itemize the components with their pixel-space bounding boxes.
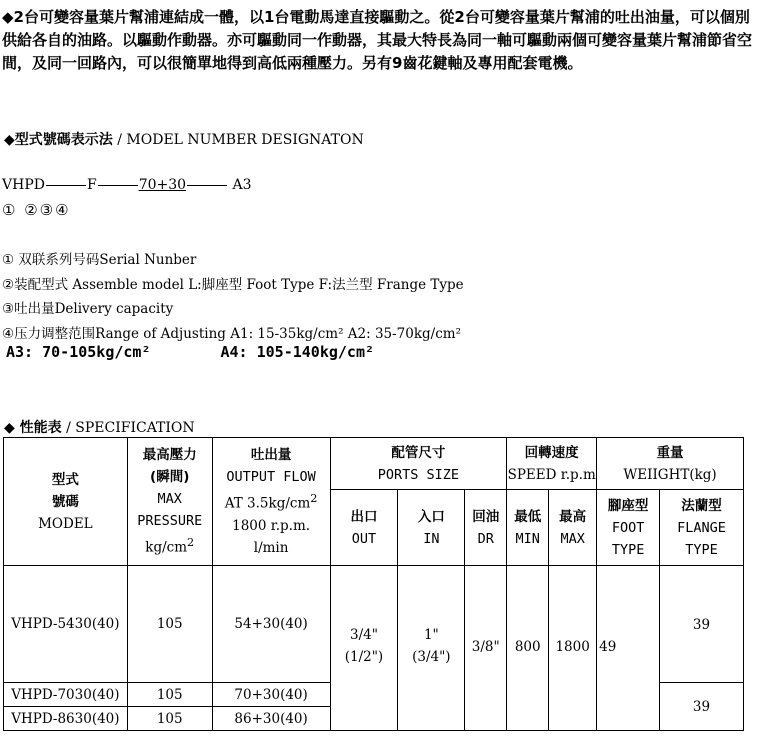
code-series: VHPD bbox=[2, 177, 45, 193]
cell-pressure: 105 bbox=[127, 566, 212, 683]
code-pressure: A3 bbox=[232, 177, 252, 193]
code-markers: ① ②③④ bbox=[2, 201, 71, 219]
code-capacity: 70+30 bbox=[138, 177, 187, 193]
header-model: 型式 號碼 MODEL bbox=[4, 438, 128, 566]
cell-pressure: 105 bbox=[127, 683, 212, 707]
intro-paragraph: ◆2台可變容量葉片幫浦連結成一體，以1台電動馬達直接驅動之。從2台可變容量葉片幫浦的吐出油量，可以個別供給各自的油路。以驅動作動器。亦可驅動同一作動器，其最大特長為同一軸可驅動兩個可變容量葉片幫浦節省空間，及同一回路內，可以很簡單地得到高低兩種壓力。另有9齒花鍵軸及專用配套電機。 bbox=[2, 8, 753, 72]
cell-dr: 3/8" bbox=[465, 566, 507, 731]
legend-item-1: ① 双联系列号码Serial Nunber bbox=[2, 252, 197, 268]
cell-model: VHPD-8630(40) bbox=[4, 707, 128, 731]
header-foot: 腳座型 FOOT TYPE bbox=[597, 490, 660, 566]
cell-flow: 86+30(40) bbox=[212, 707, 330, 731]
pressure-range-extra bbox=[6, 343, 444, 361]
header-flow: 吐出量 OUTPUT FLOW AT $3.5kg/cm^2$ 1800 r.p.m. l/min bbox=[212, 438, 330, 566]
code-divider bbox=[46, 185, 86, 186]
cell-min: 800 bbox=[507, 566, 549, 731]
designation-heading-en: / MODEL NUMBER DESIGNATON bbox=[117, 132, 364, 148]
cell-out: 3/4" (1/2") bbox=[330, 566, 398, 731]
cell-model: VHPD-7030(40) bbox=[4, 683, 128, 707]
header-out: 出口 OUT bbox=[330, 490, 398, 566]
code-divider bbox=[98, 185, 138, 186]
cell-flange-2: 39 bbox=[660, 683, 744, 731]
header-in: 入口 IN bbox=[398, 490, 465, 566]
header-row-1 bbox=[4, 438, 744, 490]
legend-item-3: ③吐出量Delivery capacity bbox=[2, 301, 174, 317]
spec-heading bbox=[4, 417, 195, 437]
cell-model: VHPD-5430(40) bbox=[4, 566, 128, 683]
designation-legend bbox=[2, 248, 464, 346]
cell-pressure: 105 bbox=[127, 707, 212, 731]
model-code bbox=[2, 177, 252, 193]
cell-max: 1800 bbox=[549, 566, 597, 731]
spec-heading-en: / SPECIFICATION bbox=[66, 420, 195, 436]
cell-foot: 49 bbox=[597, 566, 660, 731]
pressure-a4: A4: 105-140kg/cm² bbox=[220, 343, 375, 361]
header-pressure: 最高壓力 (瞬間) MAX PRESSURE $kg/cm^2$ bbox=[127, 438, 212, 566]
table-row bbox=[4, 566, 744, 683]
cell-flange-1: 39 bbox=[660, 566, 744, 683]
cell-flow: 70+30(40) bbox=[212, 683, 330, 707]
spec-heading-zh: ◆ 性能表 bbox=[4, 420, 62, 436]
header-weight: 重量 WEIIGHT(kg) bbox=[597, 438, 744, 490]
header-flange: 法蘭型 FLANGE TYPE bbox=[660, 490, 744, 566]
spec-table bbox=[3, 437, 744, 731]
pressure-a3: A3: 70-105kg/cm² bbox=[6, 343, 151, 361]
header-dr: 回油 DR bbox=[465, 490, 507, 566]
cell-flow: 54+30(40) bbox=[212, 566, 330, 683]
header-min: 最低 MIN bbox=[507, 490, 549, 566]
header-speed: 回轉速度 SPEED r.p.m bbox=[507, 438, 597, 490]
code-divider bbox=[187, 185, 227, 186]
code-assembly: F bbox=[86, 177, 97, 193]
legend-item-4: ④压力调整范围Range of Adjusting A1: 15-35kg/cm² A2: 35-70kg/cm² bbox=[2, 325, 462, 342]
designation-heading bbox=[4, 129, 364, 149]
legend-item-2: ②装配型式 Assemble model L:脚座型 Foot Type F:法兰型 Frange Type bbox=[2, 276, 464, 293]
header-max: 最高 MAX bbox=[549, 490, 597, 566]
designation-heading-zh: ◆型式號碼表示法 bbox=[4, 132, 113, 148]
header-ports: 配管尺寸 PORTS SIZE bbox=[330, 438, 507, 490]
cell-in: 1" (3/4") bbox=[398, 566, 465, 731]
